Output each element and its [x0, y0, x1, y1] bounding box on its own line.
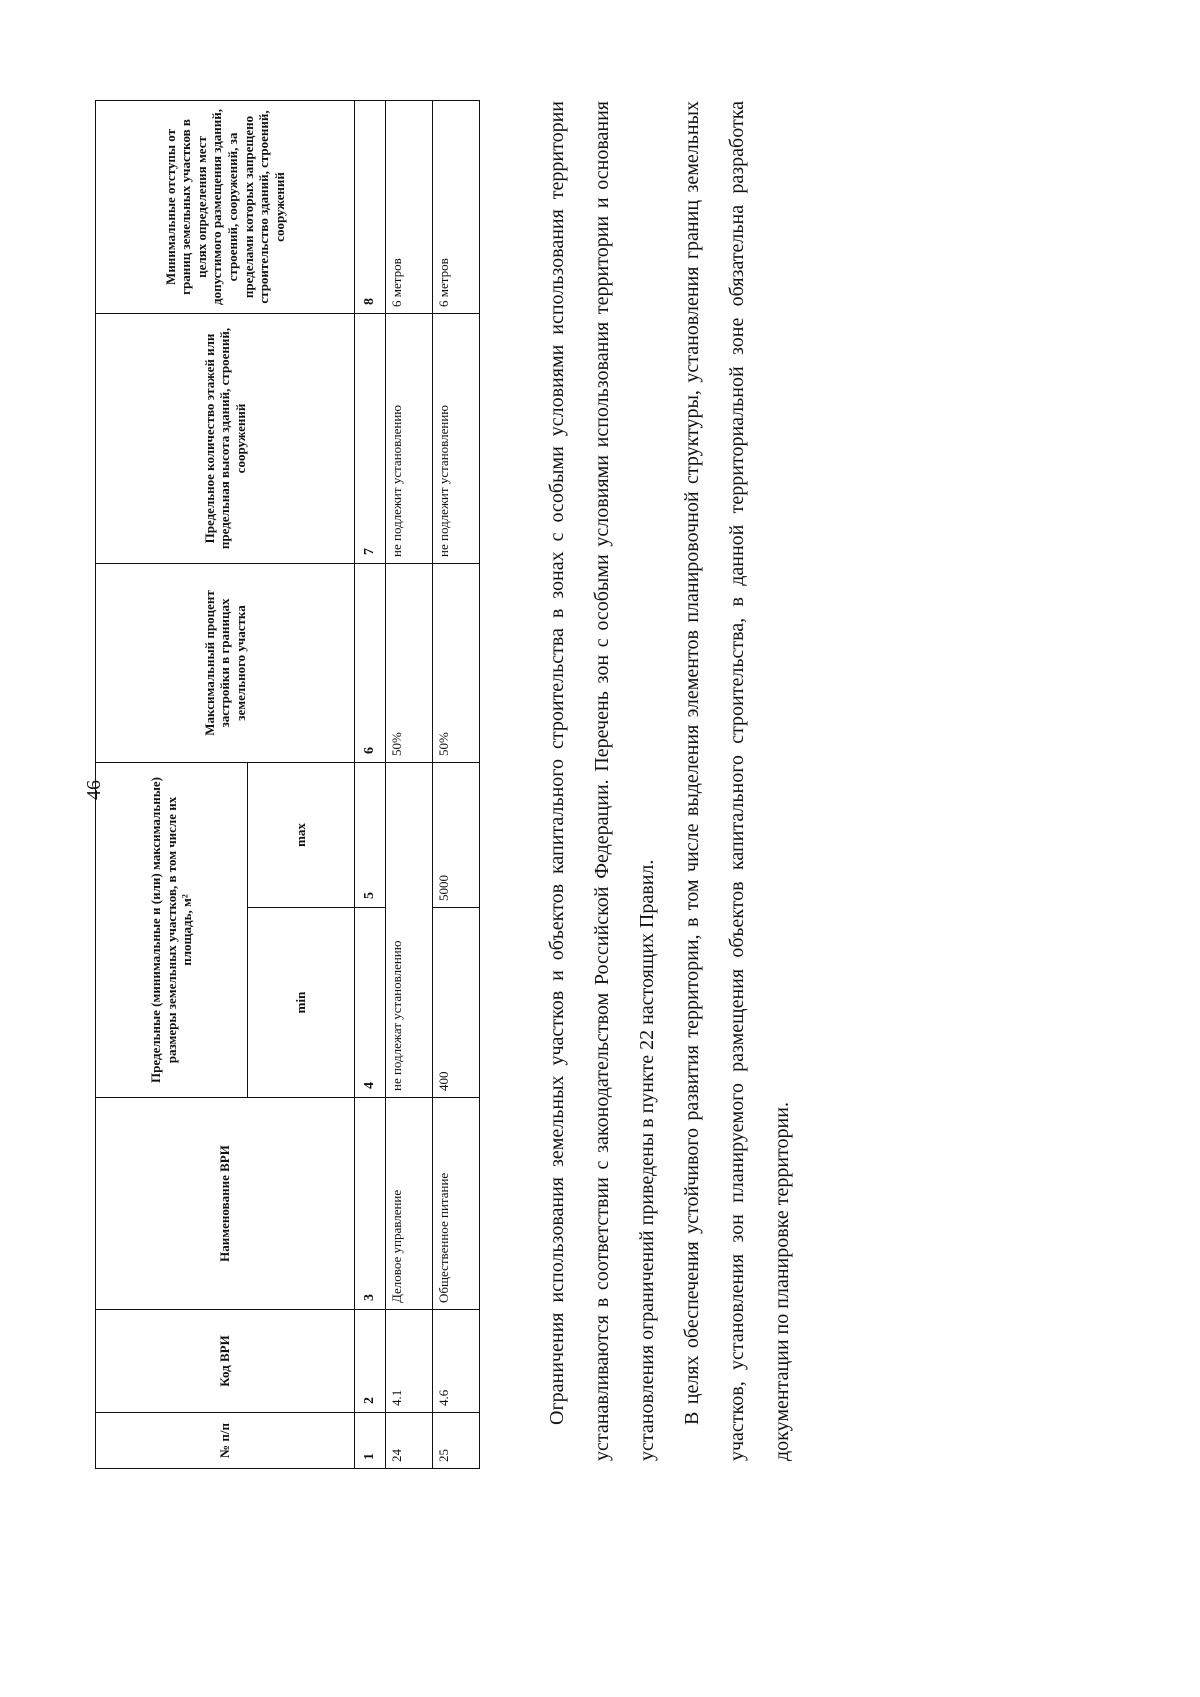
- cell-percent: 50%: [386, 563, 433, 762]
- cell-setbacks: 6 метров: [433, 100, 480, 313]
- header-code: Код ВРИ: [96, 1310, 355, 1413]
- cell-min: 400: [433, 908, 480, 1098]
- cell-name: Деловое управление: [386, 1098, 433, 1310]
- cell-code: 4.1: [386, 1310, 433, 1413]
- cell-floors: не подлежит установлению: [433, 313, 480, 563]
- column-number: 5: [355, 762, 386, 907]
- cell-no: 24: [386, 1413, 433, 1469]
- header-no: № п/п: [96, 1413, 355, 1469]
- cell-max: 5000: [433, 762, 480, 907]
- cell-floors: не подлежит установлению: [386, 313, 433, 563]
- header-max: max: [248, 762, 355, 907]
- body-text: [535, 101, 805, 1461]
- cell-percent: 50%: [433, 563, 480, 762]
- table-row: [386, 100, 433, 1468]
- column-numbers-row: [355, 100, 386, 1468]
- column-number: 6: [355, 563, 386, 762]
- column-number: 7: [355, 313, 386, 563]
- column-number: 2: [355, 1310, 386, 1413]
- cell-no: 25: [433, 1413, 480, 1469]
- header-area-group: Предельные (минимальные и (или) максимальные) размеры земельных участков, в том числе их площадь, м²: [96, 762, 248, 1097]
- table-row: [433, 100, 480, 1468]
- cell-name: Общественное питание: [433, 1098, 480, 1310]
- header-setbacks: Минимальные отступы от границ земельных участков в целях определения мест допустимого размещения зданий, строений, сооружений, за пределами которых запрещено строительство зданий, строений, сооружений: [96, 100, 355, 313]
- column-number: 8: [355, 100, 386, 313]
- page-number: 46: [83, 780, 105, 800]
- cell-area-merged: не подлежат установлению: [386, 762, 433, 1097]
- regulations-table: [95, 100, 480, 1469]
- header-floors: Предельное количество этажей или предельная высота зданий, строений, сооружений: [96, 313, 355, 563]
- paragraph: Ограничения использования земельных участков и объектов капитального строительства в зонах с особыми условиями использования территории устанавливаются в соответствии с законодательством Российской Федерации. Перечень зон с особыми условиями использования территории и основания установления ограничений приведены в пункте 22 настоящих Правил.: [546, 101, 658, 1461]
- cell-setbacks: 6 метров: [386, 100, 433, 313]
- header-min: min: [248, 908, 355, 1098]
- column-number: 1: [355, 1413, 386, 1469]
- header-percent: Максимальный процент застройки в границах земельного участка: [96, 563, 355, 762]
- header-name: Наименование ВРИ: [96, 1098, 355, 1310]
- column-number: 3: [355, 1098, 386, 1310]
- paragraph: В целях обеспечения устойчивого развития территории, в том числе выделения элементов планировочной структуры, установления границ земельных участков, установления зон планируемого размещения объектов капитального строительства, в данной территориальной зоне обязательна разработка документации по планировке территории.: [681, 101, 793, 1461]
- column-number: 4: [355, 908, 386, 1098]
- cell-code: 4.6: [433, 1310, 480, 1413]
